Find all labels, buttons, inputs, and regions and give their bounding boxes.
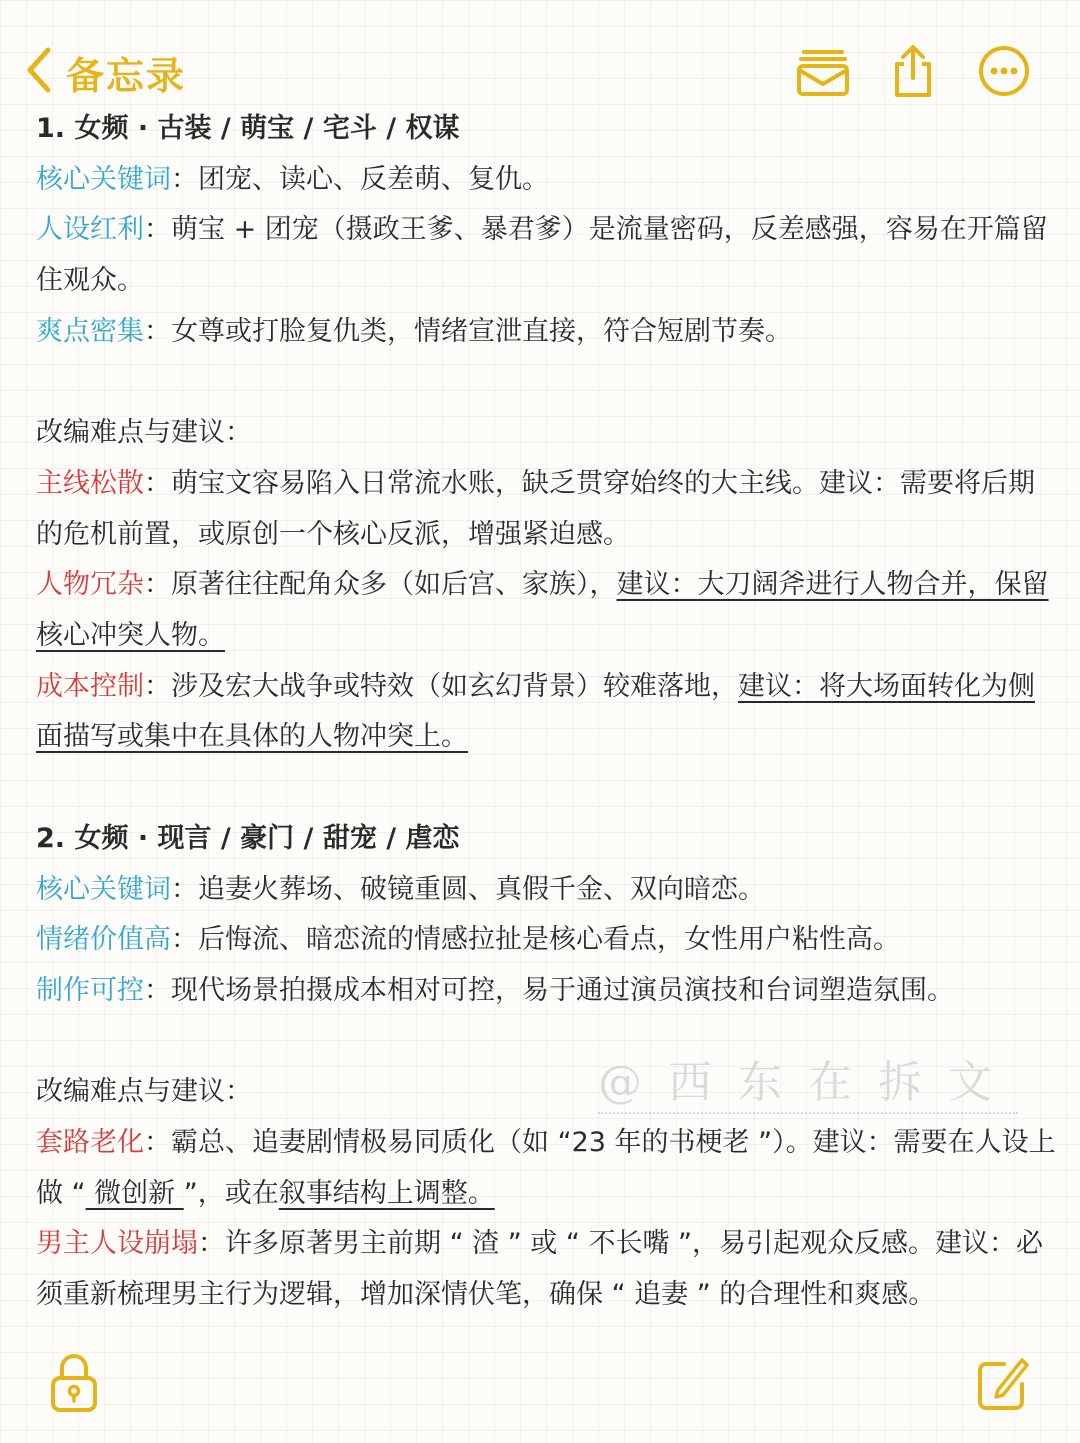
- underlined-text: 叙事结构上调整。: [278, 1177, 495, 1209]
- blank-line: [36, 358, 1056, 409]
- underlined-text: 建议：大刀阔斧进行人物合并，保留核心冲突人物。: [36, 569, 1049, 652]
- keyword-label: 核心关键词: [36, 163, 171, 195]
- keyword-label: 人设红利: [36, 214, 144, 246]
- section-heading-2: 2. 女频 · 现言 / 豪门 / 甜宠 / 虐恋: [36, 822, 460, 854]
- blank-line: [36, 763, 1056, 814]
- paragraph-cool-points: [36, 307, 1056, 358]
- paragraph-text: ：萌宝文容易陷入日常流水账，缺乏贯穿始终的大主线。建议：需要将后期的危机前置，或原创一个核心反派，增强紧迫感。: [36, 467, 1035, 550]
- paragraph-text: ：女尊或打脸复仇类，情绪宣泄直接，符合短剧节奏。: [144, 315, 792, 347]
- paragraph-trope: [36, 1118, 1056, 1219]
- keyword-label: 制作可控: [36, 974, 144, 1006]
- keyword-label: 核心关键词: [36, 873, 171, 905]
- paragraph-plot: [36, 459, 1056, 560]
- keyword-label: 主线松散: [36, 467, 144, 499]
- compose-icon[interactable]: [974, 1350, 1030, 1414]
- paragraph-text: ：霸总、追妻剧情极易同质化（如 “23 年的书梗老 ”）。建议：需要在人设上做 “: [36, 1127, 1056, 1209]
- paragraph-text: ：团宠、读心、反差萌、复仇。: [171, 163, 549, 195]
- paragraph-text: ：现代场景拍摄成本相对可控，易于通过演员演技和台词塑造氛围。: [144, 974, 954, 1006]
- blank-line: [36, 1017, 1056, 1068]
- mail-stack-icon[interactable]: [794, 42, 852, 100]
- back-button[interactable]: [22, 44, 186, 100]
- back-label: 备忘录: [66, 53, 187, 98]
- keyword-label: 成本控制: [36, 670, 144, 702]
- note-body[interactable]: [36, 104, 1056, 1321]
- keyword-label: 爽点密集: [36, 315, 144, 347]
- lock-icon[interactable]: [46, 1350, 102, 1414]
- paragraph-text: ：萌宝 + 团宠（摄政王爹、暴君爹）是流量密码，反差感强，容易在开篇留住观众。: [36, 214, 1048, 297]
- keyword-label: 人物冗杂: [36, 569, 144, 601]
- adapt-title-1: 改编难点与建议：: [36, 417, 252, 449]
- paragraph-core-keywords-2: [36, 865, 1056, 916]
- paragraph-core-keywords-1: [36, 155, 1056, 206]
- watermark: @西东在拆文: [598, 1046, 1018, 1114]
- adapt-title-2: 改编难点与建议：: [36, 1076, 252, 1108]
- paragraph-text: ：原著往往配角众多（如后宫、家族），: [144, 569, 617, 601]
- paragraph-text: ：追妻火葬场、破镜重圆、真假千金、双向暗恋。: [171, 873, 765, 905]
- paragraph-text: ：后悔流、暗恋流的情感拉扯是核心看点，女性用户粘性高。: [171, 924, 900, 956]
- paragraph-text: ：涉及宏大战争或特效（如玄幻背景）较难落地，: [144, 670, 738, 702]
- paragraph-cost: [36, 662, 1056, 763]
- section-heading-1: 1. 女频 · 古装 / 萌宝 / 宅斗 / 权谋: [36, 113, 460, 144]
- keyword-label: 男主人设崩塌: [36, 1228, 198, 1260]
- paragraph-control: [36, 966, 1056, 1017]
- more-icon[interactable]: [975, 42, 1033, 100]
- underlined-text: 建议：将大场面转化为侧面描写或集中在具体的人物冲突上。: [36, 670, 1035, 753]
- paragraph-persona: [36, 205, 1056, 306]
- paragraph-emotion: [36, 915, 1056, 966]
- paragraph-characters: [36, 560, 1056, 661]
- underlined-text: 微创新: [85, 1177, 184, 1209]
- paragraph-text: ：许多原著男主前期 “ 渣 ” 或 “ 不长嘴 ”，易引起观众反感。建议：必须重新梳理男主行为逻辑，增加深情伏笔，确保 “ 追妻 ” 的合理性和爽感。: [36, 1228, 1044, 1311]
- share-icon[interactable]: [884, 42, 942, 100]
- paragraph-male-lead: [36, 1219, 1056, 1320]
- paragraph-text: ”，或在: [183, 1177, 279, 1209]
- keyword-label: 套路老化: [36, 1127, 144, 1159]
- keyword-label: 情绪价值高: [36, 924, 171, 956]
- chevron-left-icon: [22, 44, 56, 100]
